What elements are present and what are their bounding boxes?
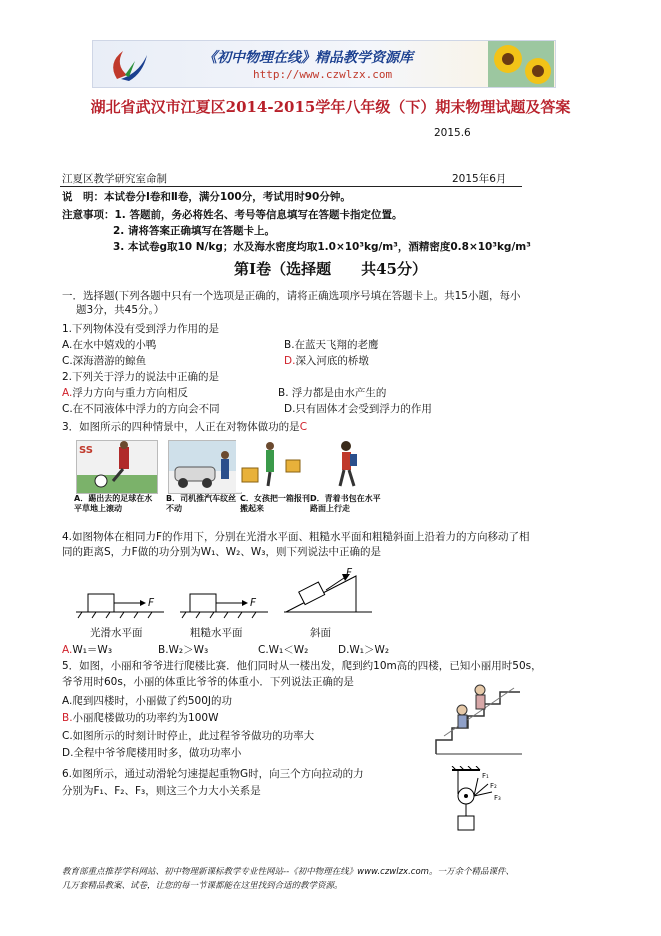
q1-option-d-text: 深入河底的桥墩	[295, 355, 369, 367]
q5-option-c: C.如图所示的时刻计时停止，此过程爷爷做功的功率大	[62, 730, 315, 742]
q6-stem-1: 6.如图所示，通过动滑轮匀速提起重物G时，向三个方向拉动的力	[62, 768, 364, 780]
q6-stem-2: 分别为F₁、F₂、F₃，则这三个力大小关系是	[62, 785, 261, 797]
q1-option-a: A.在水中嬉戏的小鸭	[62, 339, 157, 351]
q4-figure-slope	[284, 566, 374, 624]
q6-label-f3: F₃	[494, 794, 501, 802]
q4-force-label-2: F	[250, 597, 257, 609]
q6-label-f2: F₂	[490, 782, 497, 790]
banner-url: http://www.czwlzx.com	[253, 68, 393, 81]
section-title: 第Ⅰ卷（选择题 共45分）	[234, 260, 427, 278]
issuer: 江夏区教学研究室命制	[62, 173, 167, 185]
q3-caption-a: A．踢出去的足球在水平草地上滚动	[74, 494, 153, 513]
q4-force-label-3: F	[346, 567, 353, 579]
site-banner	[92, 40, 556, 88]
q4-option-c: C.W₁＜W₂	[258, 644, 309, 656]
q5-stem-1: 5．如图，小丽和爷爷进行爬楼比赛．他们同时从一楼出发，爬到约10m高的四楼，已知小丽用时50s，	[62, 660, 542, 672]
q1-option-b: B.在蓝天飞翔的老鹰	[284, 339, 379, 351]
note-attention-3: 3. 本试卷g取10 N/kg；水及海水密度均取1.0×10³kg/m³，酒精密度0.8×10³kg/m³	[113, 241, 531, 253]
q4-label-rough: 粗糙水平面	[190, 627, 243, 639]
q3-figure-d	[312, 440, 380, 492]
note-attention-2: 2. 请将答案正确填写在答题卡上。	[113, 225, 275, 237]
q4-option-d: D.W₁＞W₂	[338, 644, 390, 656]
q3-stem-text: 3．如图所示的四种情景中，人正在对物体做功的是	[62, 421, 300, 433]
svg-text:SS: SS	[79, 445, 93, 456]
q4-stem-1: 4.如图物体在相同力F的作用下，分别在光滑水平面、粗糙水平面和粗糙斜面上沿着力的方向移动了相	[62, 531, 530, 543]
q6-pulley-figure	[448, 766, 512, 836]
document-date: 2015.6	[434, 127, 471, 139]
q4-option-a-letter: A.	[62, 644, 73, 656]
note-attention-1: 注意事项：1. 答题前，务必将姓名、考号等信息填写在答题卡指定位置。	[62, 209, 403, 221]
q2-option-d: D.只有固体才会受到浮力的作用	[284, 403, 432, 415]
banner-title: 《初中物理在线》精品教学资源库	[203, 50, 413, 66]
q3-stem	[62, 420, 307, 434]
q5-stem-2: 爷爷用时60s，小丽的体重比爷爷的体重小．下列说法正确的是	[62, 676, 354, 688]
q4-option-a-text: W₁＝W₃	[72, 644, 113, 656]
q4-option-a	[62, 643, 112, 657]
q5-option-d: D.全程中爷爷爬楼用时多，做功功率小	[62, 747, 242, 759]
car-push-icon	[169, 441, 241, 493]
q1-stem: 1.下列物体没有受到浮力作用的是	[62, 323, 220, 335]
q4-label-slope: 斜面	[310, 627, 331, 639]
q2-option-a	[62, 386, 188, 400]
q5-option-a: A.爬到四楼时，小丽做了约500J的功	[62, 695, 232, 707]
q2-stem: 2.下列关于浮力的说法中正确的是	[62, 371, 220, 383]
footer-line-1: 教育部重点推荐学科网站、初中物理新课标教学专业性网站--《初中物理在线》www.czwlzx.com。一万余个精品课件、	[62, 867, 514, 877]
q4-figure-rough	[180, 590, 270, 622]
q2-option-a-text: 浮力方向与重力方向相反	[72, 387, 188, 399]
box-lift-icon	[236, 440, 308, 492]
q1-option-d-letter: D.	[284, 355, 296, 367]
q5-option-b-letter: B.	[62, 712, 73, 724]
q5-option-b-text: 小丽爬楼做功的功率约为100W	[72, 712, 219, 724]
footer-line-2: 几万套精品教案、试卷，让您的每一节课都能在这里找到合适的教学资源。	[62, 881, 343, 891]
q6-label-f1: F₁	[482, 772, 489, 780]
backpack-walk-icon	[312, 440, 380, 492]
section-intro-2: 题3分，共45分。）	[76, 304, 165, 316]
sunflower-icon	[488, 41, 554, 87]
q3-figure-c	[236, 440, 308, 492]
q1-option-d	[284, 354, 369, 368]
site-logo-icon	[99, 45, 155, 83]
q3-caption-d: D．青着书包在水平路面上行走	[310, 494, 381, 513]
q3-caption-c: C．女孩把一箱报刊搬起来	[240, 494, 310, 513]
header-rule	[60, 186, 522, 187]
document-title: 湖北省武汉市江夏区2014-2015学年八年级（下）期末物理试题及答案	[90, 98, 571, 116]
soccer-icon	[77, 441, 157, 493]
q2-option-c: C.在不同液体中浮力的方向会不同	[62, 403, 220, 415]
q3-answer: C	[299, 421, 308, 433]
q4-stem-2: 同的距离S，力F做的功分别为W₁、W₂、W₃，则下列说法中正确的是	[62, 546, 381, 558]
q5-stairs-figure	[434, 676, 526, 758]
issue-date: 2015年6月	[452, 173, 507, 185]
q3-figure-b	[168, 440, 242, 494]
q4-option-b: B.W₂＞W₃	[158, 644, 209, 656]
q4-label-smooth: 光滑水平面	[90, 627, 143, 639]
q1-option-c: C.深海潜游的鲸鱼	[62, 355, 147, 367]
q2-option-a-letter: A.	[62, 387, 73, 399]
note-instructions: 说 明：本试卷分Ⅰ卷和Ⅱ卷，满分100分，考试用时90分钟。	[62, 191, 351, 203]
q3-caption-b: B．司机推汽车纹丝不动	[166, 494, 237, 513]
q2-option-b: B. 浮力都是由水产生的	[278, 387, 387, 399]
q4-force-label-1: F	[148, 597, 155, 609]
q5-option-b	[62, 711, 218, 725]
section-intro-1: 一．选择题(下列各题中只有一个选项是正确的，请将正确选项序号填在答题卡上。共15小题，每小	[62, 290, 521, 302]
q3-figure-a	[76, 440, 158, 494]
